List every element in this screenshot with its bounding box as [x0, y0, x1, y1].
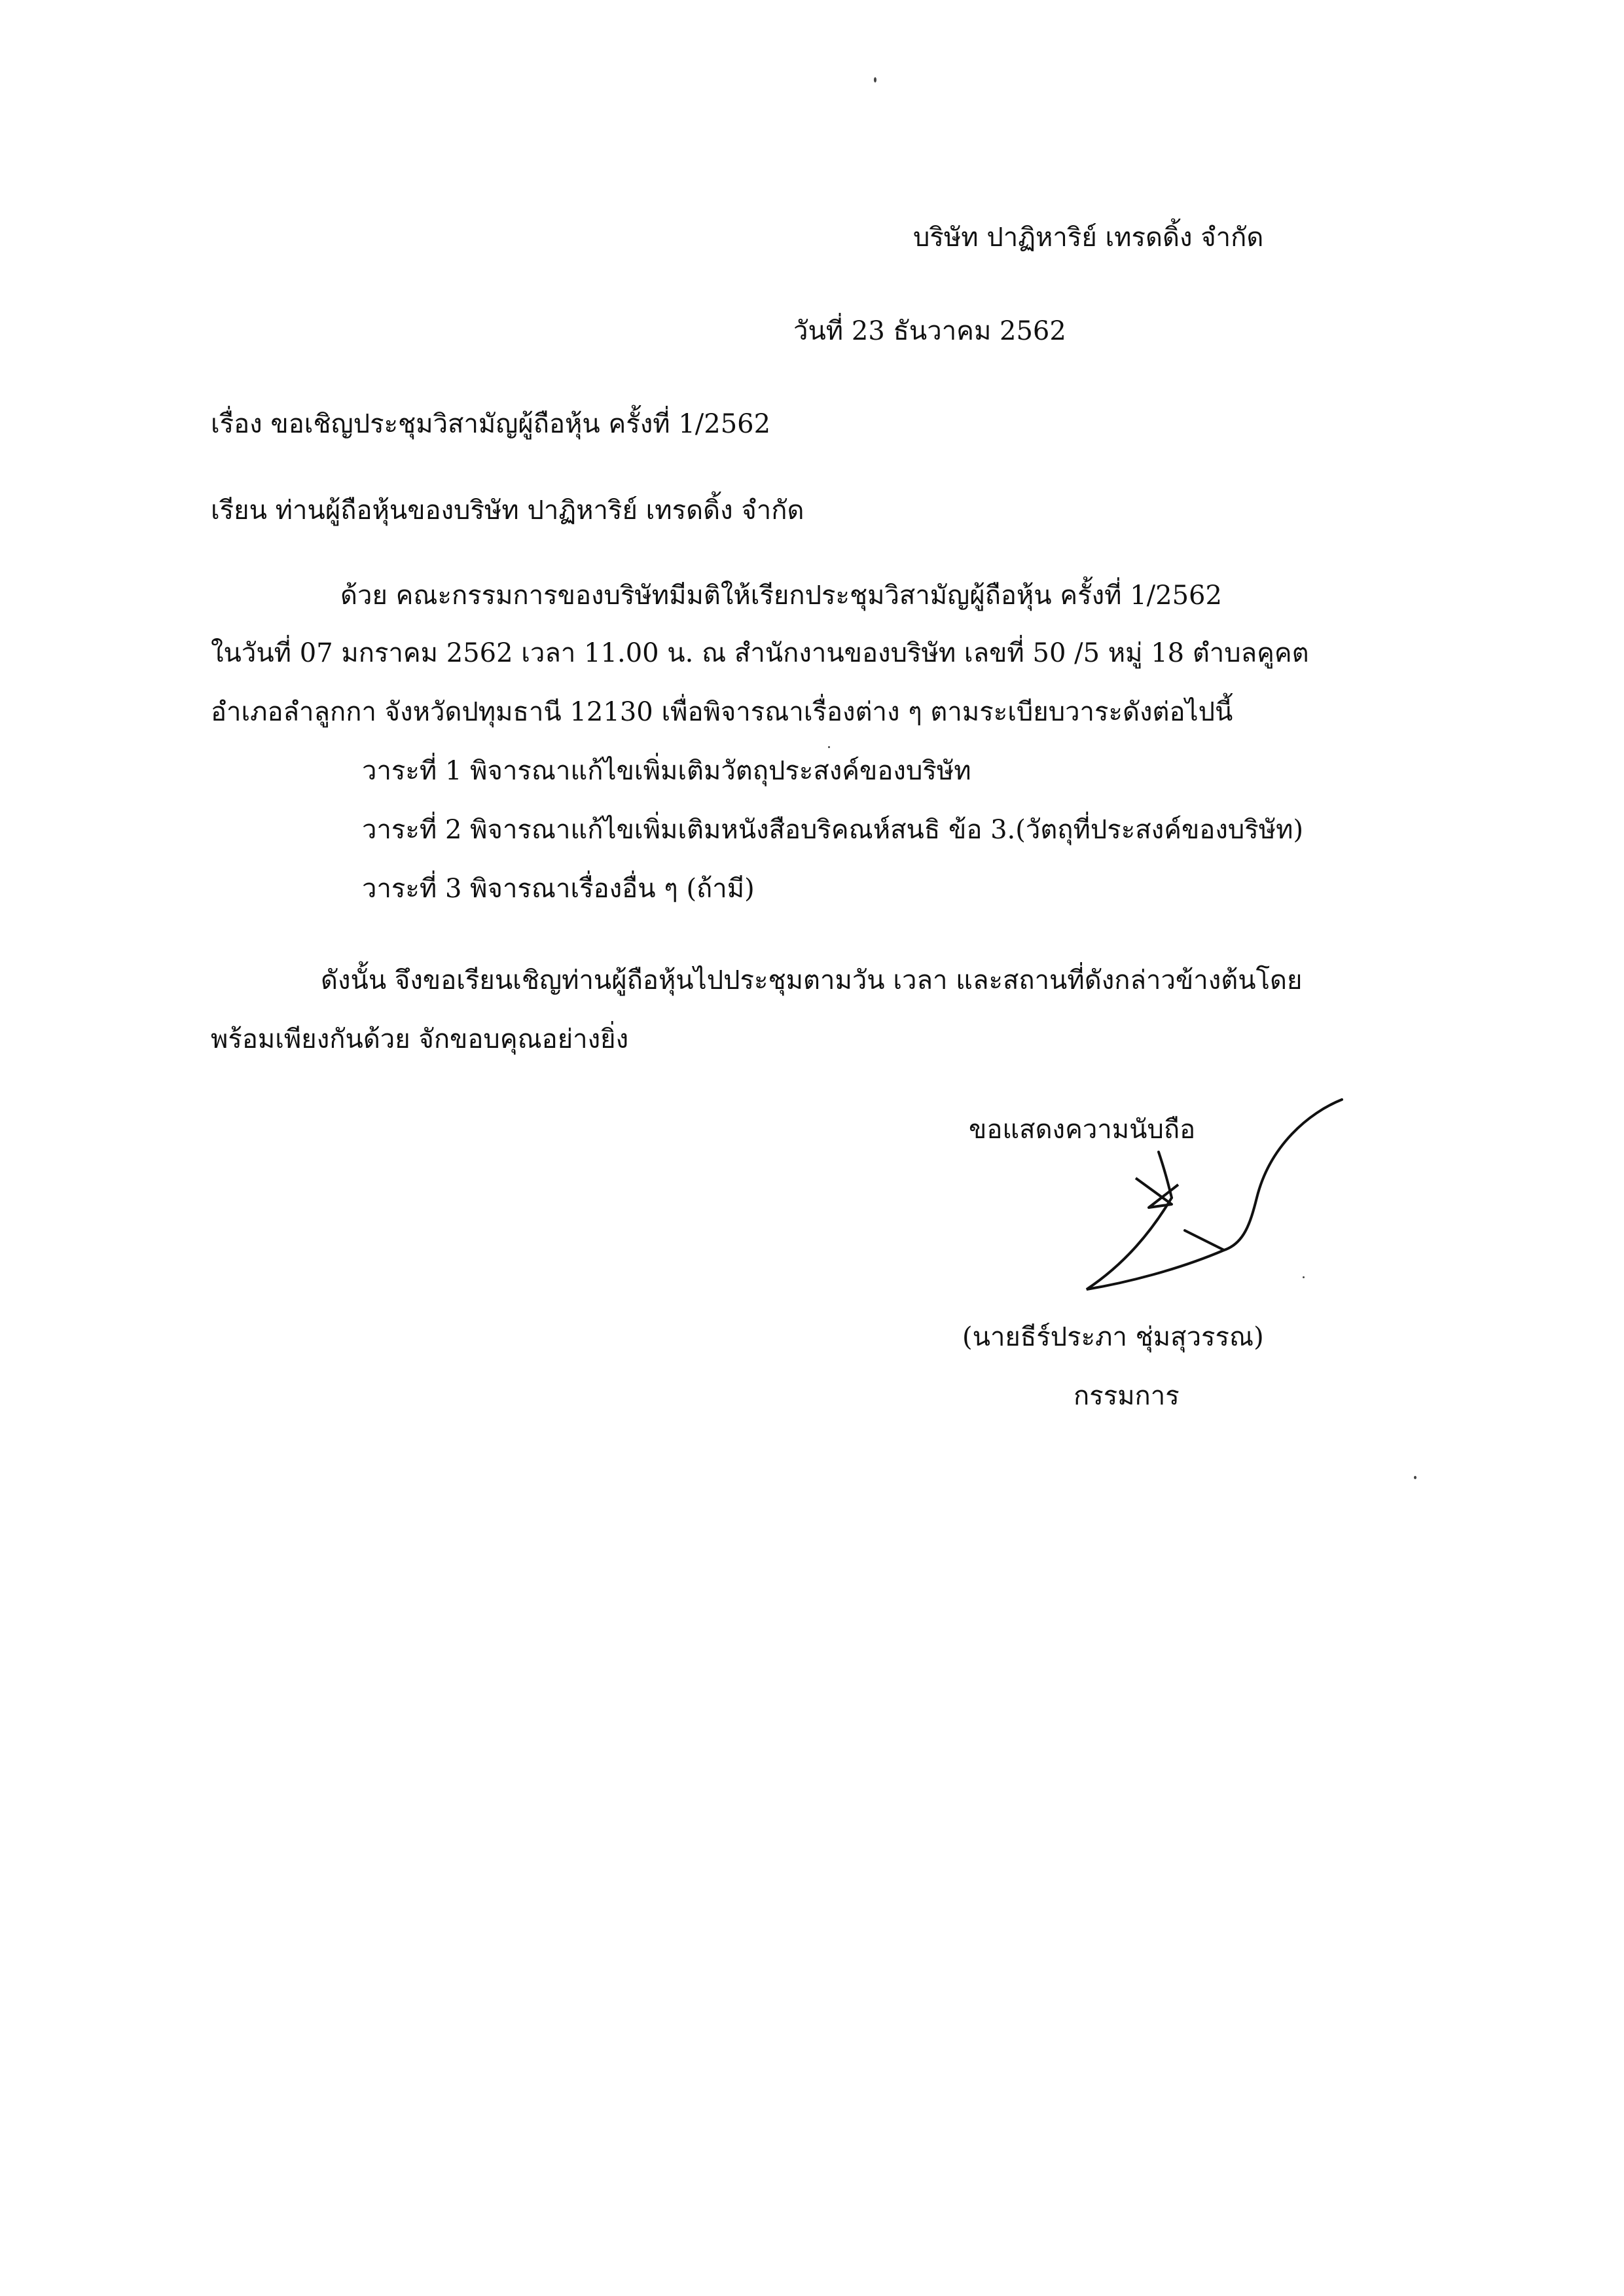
agenda-item-1: วาระที่ 1 พิจารณาแก้ไขเพิ่มเติมวัตถุประสงค์ของบริษัท [362, 756, 971, 786]
signer-position: กรรมการ [1074, 1381, 1180, 1411]
letter-salutation: เรียน ท่านผู้ถือหุ้นของบริษัท ปาฏิหาริย์ เทรดดิ้ง จำกัด [211, 495, 804, 526]
agenda-item-2: วาระที่ 2 พิจารณาแก้ไขเพิ่มเติมหนังสือบริคณห์สนธิ ข้อ 3.(วัตถุที่ประสงค์ของบริษัท) [362, 815, 1304, 845]
body-paragraph-2-line-1: ดังนั้น จึงขอเรียนเชิญท่านผู้ถือหุ้นไปประชุมตามวัน เวลา และสถานที่ดังกล่าวข้างต้นโดย [321, 965, 1303, 996]
letter-date: วันที่ 23 ธันวาคม 2562 [793, 316, 1066, 346]
body-paragraph-1-line-3: อำเภอลำลูกกา จังหวัดปทุมธานี 12130 เพื่อพิจารณาเรื่องต่าง ๆ ตามระเบียบวาระดังต่อไปนี้ [211, 697, 1233, 727]
scan-speck [1303, 1276, 1305, 1278]
body-paragraph-2-line-2: พร้อมเพียงกันด้วย จักขอบคุณอย่างยิ่ง [211, 1024, 629, 1054]
scan-speck [1414, 1476, 1416, 1479]
body-paragraph-1-line-1: ด้วย คณะกรรมการของบริษัทมีมติให้เรียกประชุมวิสามัญผู้ถือหุ้น ครั้งที่ 1/2562 [340, 581, 1222, 611]
letter-subject: เรื่อง ขอเชิญประชุมวิสามัญผู้ถือหุ้น ครั้งที่ 1/2562 [211, 409, 771, 439]
signer-name: (นายธีร์ประภา ชุ่มสุวรรณ) [962, 1322, 1264, 1352]
body-paragraph-1-line-2: ในวันที่ 07 มกราคม 2562 เวลา 11.00 น. ณ สำนักงานของบริษัท เลขที่ 50 /5 หมู่ 18 ตำบลคูคต [211, 638, 1309, 668]
scan-speck [874, 77, 876, 82]
company-name: บริษัท ปาฏิหาริย์ เทรดดิ้ง จำกัด [913, 223, 1264, 253]
closing-phrase: ขอแสดงความนับถือ [969, 1115, 1196, 1145]
agenda-item-3: วาระที่ 3 พิจารณาเรื่องอื่น ๆ (ถ้ามี) [362, 874, 755, 904]
handwritten-signature [1074, 1086, 1348, 1322]
scan-speck [828, 746, 830, 748]
